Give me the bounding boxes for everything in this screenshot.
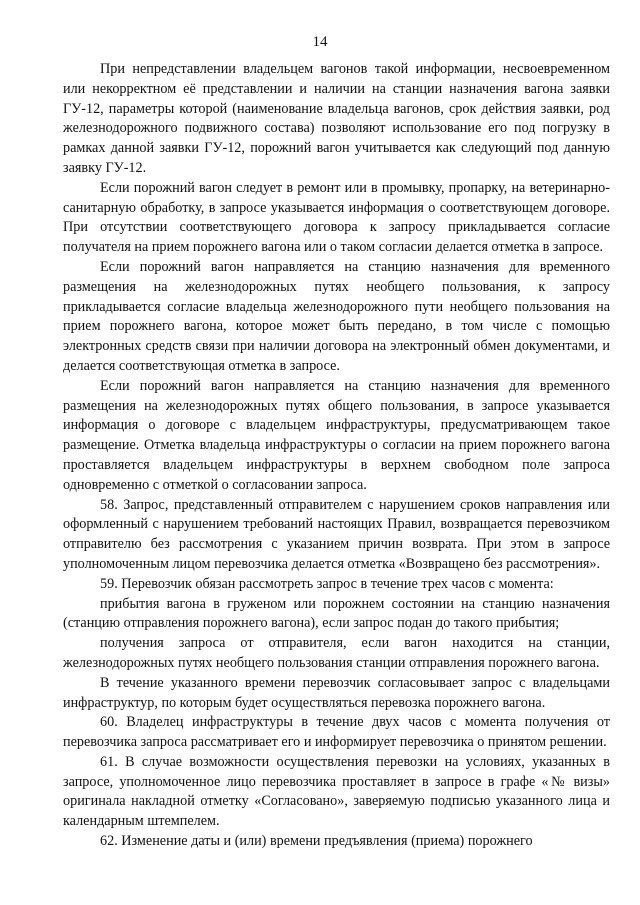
page-number: 14 [312,34,328,50]
paragraph-item-59-arrival: прибытия вагона в груженом или порожнем состоянии на станцию назначения (станцию отправления порожнего вагона), если запрос подан до такого прибытия; [63,595,610,632]
paragraph-item-60: 60. Владелец инфраструктуры в течение двух часов с момента получения от перевозчика запроса рассматривает его и информирует перевозчика о принятом решении. [63,714,610,751]
paragraph-item-59-coordination: В течение указанного времени перевозчик согласовывает запрос с владельцами инфраструктур, по которым будет осуществляться перевозка порожнего вагона. [63,674,610,711]
paragraph-repair: Если порожний вагон следует в ремонт или в промывку, пропарку, на ветеринарно-санитарную обработку, в запросе указывается информация о соответствующем договоре. При отсутствии соответствующего договора к запросу прикладывается согласие получателя на прием порожнего вагона или о таком согласии делается отметка в запросе. [63,179,610,256]
paragraph-item-62: 62. Изменение даты и (или) времени предъявления (приема) порожнего [100,833,533,850]
paragraph-item-61: 61. В случае возможности осуществления перевозки на условиях, указанных в запросе, уполномоченное лицо перевозчика проставляет в запросе в графе «№ визы» оригинала накладной отметку «Согласовано», заверяемую подписью указанного лица и календарным штемпелем. [63,753,610,830]
paragraph-public-tracks: Если порожний вагон направляется на станцию назначения для временного размещения на железнодорожных путях общего пользования, в запросе указывается информация о договоре с владельцем инфраструктуры, предусматривающем такое размещение. Отметка владельца инфраструктуры о согласии на прием порожнего вагона проставляется владельцем инфраструктуры в верхнем свободном поле запроса одновременно с отметкой о согласовании запроса. [63,377,610,493]
paragraph-item-59-receipt: получения запроса от отправителя, если вагон находится на станции, железнодорожных путях необщего пользования станции отправления порожнего вагона. [63,635,610,671]
paragraph-item-59: 59. Перевозчик обязан рассмотреть запрос в течение трех часов с момента: [100,575,554,592]
document-body [63,60,610,852]
paragraph-owner-info: При непредставлении владельцем вагонов такой информации, несвоевременном или некорректном её представлении и наличии на станции назначения вагона заявки ГУ-12, параметры которой (наименование владельца вагонов, срок действия заявки, род железнодорожного подвижного состава) позволяют использование его под погрузку в рамках данной заявки ГУ-12, порожний вагон учитывается как следующий под данную заявку ГУ-12. [63,61,610,176]
paragraph-non-public-tracks: Если порожний вагон направляется на станцию назначения для временного размещения на железнодорожных путях необщего пользования, к запросу прикладывается согласие владельца железнодорожного пути необщего пользования на прием порожнего вагона, которое может быть передано, в том числе с помощью электронных средств связи при наличии договора на электронный обмен документами, и делается соответствующая отметка в запросе. [63,258,610,374]
paragraph-item-58: 58. Запрос, представленный отправителем с нарушением сроков направления или оформленный с нарушением требований настоящих Правил, возвращается перевозчиком отправителю без рассмотрения с указанием причин возврата. При этом в запросе уполномоченным лицом перевозчика делается отметка «Возвращено без рассмотрения». [63,496,610,572]
